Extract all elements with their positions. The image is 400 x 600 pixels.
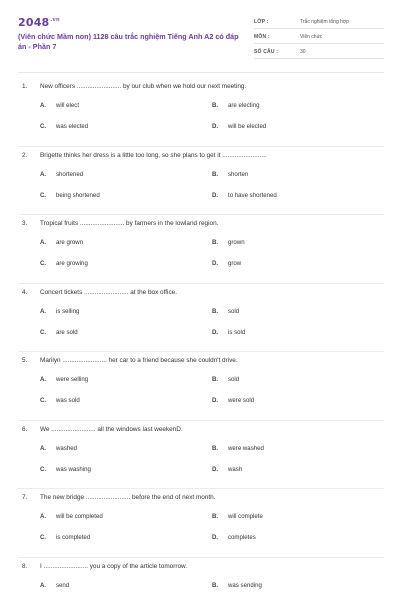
- option-c[interactable]: [40, 397, 80, 404]
- document-title: (Viên chức Mầm non) 1128 câu trắc nghiệm Tiếng Anh A2 có đáp án - Phần 7: [18, 32, 239, 51]
- option-text: will be elected: [228, 123, 267, 130]
- page-header: [18, 14, 384, 68]
- option-text: sold: [228, 376, 240, 383]
- option-letter: B.: [212, 581, 219, 589]
- question-text: The new bridge ......................... before the end of next month.: [40, 494, 216, 501]
- option-a[interactable]: [40, 102, 79, 109]
- option-b[interactable]: [212, 445, 264, 452]
- question-separator: [18, 146, 384, 147]
- question-text: Marilyn ......................... her car to a friend because she couldn't drive.: [40, 357, 238, 364]
- option-text: being shortened: [56, 191, 100, 199]
- option-d[interactable]: [212, 534, 256, 541]
- question-separator: [18, 488, 384, 489]
- option-text: send: [56, 581, 70, 589]
- option-letter: B.: [212, 444, 219, 452]
- option-text: shorten: [228, 170, 249, 178]
- option-letter: A.: [40, 307, 47, 315]
- question-number: 7.: [22, 494, 28, 501]
- option-text: was sending: [228, 581, 262, 589]
- question-stem: [22, 563, 187, 570]
- question-separator: [18, 557, 384, 558]
- question-number: 8.: [22, 562, 28, 570]
- question-stem: [22, 494, 215, 501]
- option-letter: B.: [212, 170, 219, 178]
- question-number: 4.: [22, 288, 28, 296]
- meta-class-label: LỚP :: [254, 19, 269, 25]
- option-text: shortened: [56, 170, 84, 178]
- question-stem: [22, 220, 218, 227]
- option-c[interactable]: [40, 192, 100, 199]
- option-letter: D.: [212, 534, 219, 541]
- option-text: will be completed: [56, 513, 103, 520]
- option-text: was elected: [56, 123, 89, 130]
- question-separator: [18, 283, 384, 284]
- option-text: will elect: [56, 102, 80, 109]
- meta-class-value: Trắc nghiệm tổng hợp: [300, 19, 349, 25]
- question-list: [18, 80, 384, 600]
- option-c[interactable]: [40, 466, 91, 473]
- question-number: 2.: [22, 151, 28, 159]
- option-letter: A.: [40, 239, 47, 246]
- question-text: Brigette thinks her dress is a little too long, so she plans to get it .........................: [40, 151, 267, 159]
- option-letter: B.: [212, 376, 219, 383]
- option-a[interactable]: [40, 445, 77, 452]
- question-item: [18, 354, 384, 423]
- question-number: 1.: [22, 83, 28, 90]
- question-number: 5.: [22, 357, 28, 364]
- option-b[interactable]: [212, 376, 239, 383]
- option-text: sold: [228, 307, 240, 315]
- option-text: are sold: [56, 328, 78, 336]
- option-c[interactable]: [40, 329, 78, 336]
- question-stem: [22, 152, 267, 159]
- question-text: Concert tickets ......................... at the box office.: [40, 288, 177, 296]
- option-letter: A.: [40, 581, 47, 589]
- option-a[interactable]: [40, 513, 103, 520]
- question-text: We ......................... all the windows last weekenD.: [40, 425, 183, 433]
- meta-subject-label: MÔN :: [254, 34, 270, 40]
- document-meta: [254, 14, 384, 59]
- option-letter: C.: [40, 328, 47, 336]
- option-b[interactable]: [212, 582, 262, 589]
- option-letter: C.: [40, 123, 47, 130]
- option-letter: A.: [40, 513, 47, 520]
- header-divider: [18, 72, 384, 73]
- option-b[interactable]: [212, 171, 248, 178]
- option-letter: C.: [40, 397, 47, 404]
- option-text: is completed: [56, 534, 91, 541]
- meta-subject-row: [254, 29, 384, 44]
- question-text: I ......................... you a copy of the article tomorrow.: [40, 562, 188, 570]
- site-logo[interactable]: [18, 16, 60, 29]
- question-item: [18, 149, 384, 218]
- option-letter: D.: [212, 260, 219, 267]
- option-letter: C.: [40, 191, 47, 199]
- option-a[interactable]: [40, 171, 83, 178]
- meta-class-row: [254, 14, 384, 29]
- option-text: grow: [228, 260, 242, 267]
- option-letter: B.: [212, 102, 219, 109]
- option-text: washed: [56, 444, 78, 452]
- option-letter: D.: [212, 191, 219, 199]
- option-text: was washing: [56, 465, 91, 473]
- option-text: are growing: [56, 260, 88, 267]
- question-item: [18, 423, 384, 492]
- option-text: is selling: [56, 307, 80, 315]
- question-item: [18, 286, 384, 355]
- option-d[interactable]: [212, 123, 266, 130]
- option-letter: C.: [40, 465, 47, 473]
- option-text: wash: [228, 465, 243, 473]
- option-text: were washed: [228, 444, 264, 452]
- option-d[interactable]: [212, 260, 241, 267]
- option-letter: D.: [212, 397, 219, 404]
- option-text: is sold: [228, 328, 246, 336]
- meta-count-label: SỐ CÂU :: [254, 49, 279, 55]
- option-d[interactable]: [212, 329, 245, 336]
- option-letter: A.: [40, 102, 47, 109]
- option-letter: A.: [40, 170, 47, 178]
- option-a[interactable]: [40, 239, 83, 246]
- question-item: [18, 217, 384, 286]
- option-text: grown: [228, 239, 245, 246]
- option-b[interactable]: [212, 308, 239, 315]
- meta-count-row: [254, 44, 384, 59]
- option-c[interactable]: [40, 123, 88, 130]
- option-letter: A.: [40, 376, 47, 383]
- question-text: New officers ......................... by our club when we hold our next meeting.: [40, 83, 247, 90]
- option-a[interactable]: [40, 376, 88, 383]
- question-item: [18, 560, 384, 600]
- option-letter: D.: [212, 123, 219, 130]
- option-d[interactable]: [212, 192, 277, 199]
- question-separator: [18, 214, 384, 215]
- option-text: are grown: [56, 239, 84, 246]
- question-separator: [18, 351, 384, 352]
- option-a[interactable]: [40, 582, 69, 589]
- option-letter: B.: [212, 307, 219, 315]
- option-letter: A.: [40, 444, 47, 452]
- option-letter: D.: [212, 328, 219, 336]
- logo-text: 2048: [18, 16, 50, 29]
- option-text: completes: [228, 534, 256, 541]
- question-item: [18, 80, 384, 149]
- question-stem: [22, 83, 246, 90]
- question-separator: [18, 420, 384, 421]
- option-c[interactable]: [40, 260, 88, 267]
- option-letter: B.: [212, 239, 219, 246]
- option-text: was sold: [56, 397, 80, 404]
- option-text: are electing: [228, 102, 260, 109]
- option-letter: C.: [40, 534, 47, 541]
- option-a[interactable]: [40, 308, 79, 315]
- option-b[interactable]: [212, 513, 263, 520]
- option-b[interactable]: [212, 239, 245, 246]
- option-letter: C.: [40, 260, 47, 267]
- question-item: [18, 491, 384, 560]
- question-stem: [22, 357, 238, 364]
- question-stem: [22, 426, 183, 433]
- option-letter: B.: [212, 513, 219, 520]
- option-text: will complete: [228, 513, 263, 520]
- question-number: 6.: [22, 425, 28, 433]
- question-stem: [22, 289, 177, 296]
- option-c[interactable]: [40, 534, 90, 541]
- option-b[interactable]: [212, 102, 260, 109]
- question-text: Tropical fruits ......................... by farmers in the lowland region.: [40, 220, 219, 227]
- meta-count-value: 30: [300, 49, 306, 55]
- option-letter: D.: [212, 465, 219, 473]
- question-number: 3.: [22, 220, 28, 227]
- meta-subject-value: Viên chức: [300, 34, 323, 40]
- option-d[interactable]: [212, 466, 242, 473]
- option-d[interactable]: [212, 397, 254, 404]
- logo-suffix: .vn: [50, 17, 60, 24]
- option-text: to have shortened: [228, 191, 277, 199]
- option-text: were selling: [56, 376, 89, 383]
- option-text: were sold: [228, 397, 255, 404]
